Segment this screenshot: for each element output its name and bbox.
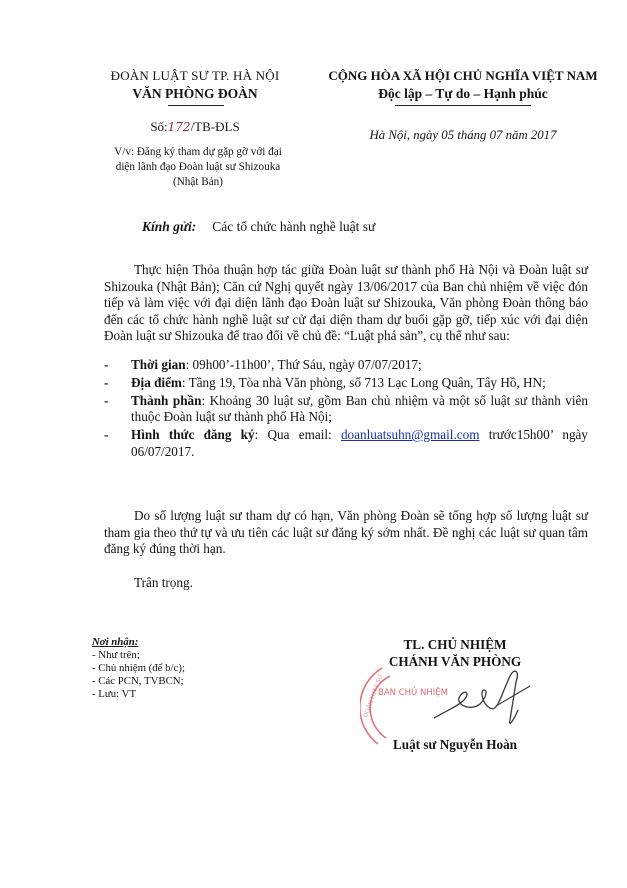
recipient-item: - Chủ nhiệm (để b/c); — [92, 662, 185, 674]
recipient-value: Các tổ chức hành nghề luật sư — [212, 219, 376, 234]
organization-name: ĐOÀN LUẬT SƯ TP. HÀ NỘI — [110, 68, 280, 83]
closing-paragraph: Do số lượng luật sư tham dự có hạn, Văn phòng Đoàn sẽ tổng hợp số lượng luật sư tham gia theo thứ tự và ưu tiên các luật sư đăng ký sớm nhất. Đề nghị các luật sư quan tâm đăng ký đúng thời hạn. — [104, 508, 588, 557]
detail-text: : 09h00’-11h00’, Thứ Sáu, ngày 07/07/2017; — [185, 357, 422, 372]
header-divider-left — [168, 105, 224, 106]
email-link[interactable]: doanluatsuhn@gmail.com — [340, 426, 480, 442]
subject-line: (Nhật Bản) — [172, 176, 224, 188]
detail-text: trước15h00’ ngày 06/07/2017. — [131, 426, 589, 459]
subject-line: V/v: Đăng ký tham dự gặp gỡ với đại — [114, 146, 282, 158]
recipient-item: - Như trên; — [92, 649, 140, 661]
detail-label: Hình thức đăng ký — [131, 426, 255, 442]
recipient-line — [142, 219, 375, 235]
intro-paragraph: Thực hiện Thỏa thuận hợp tác giữa Đoàn luật sư thành phố Hà Nội và Đoàn luật sư Shizouka (Nhật Bản); Căn cứ Nghị quyết ngày 13/06/2017 của Ban chủ nhiệm về việc đón tiếp và làm việc với đại diện lãnh đạo Đoàn luật sư Shizouka, Văn phòng Đoàn thông báo đến các tổ chức hành nghề luật sư cử đại diện tham dự buổi gặp gỡ, tiếp xúc với đại diện Đoàn luật sư Shizouka để trao đổi về chủ đề: “Luật phá sản”, cụ thể như sau: — [104, 262, 588, 344]
bullet-dash: - — [104, 392, 109, 408]
signature-title-line: CHÁNH VĂN PHÒNG — [388, 654, 522, 669]
document-number-suffix: /TB-ĐLS — [190, 119, 240, 134]
recipient-label: Kính gửi: — [142, 219, 197, 234]
signature-title-line: TL. CHỦ NHIỆM — [403, 637, 507, 652]
subject-line: diện lãnh đạo Đoàn luật sư Shizouka — [115, 161, 281, 173]
detail-label: Địa điểm — [131, 374, 182, 390]
document-date: Hà Nội, ngày 05 tháng 07 năm 2017 — [369, 128, 557, 142]
detail-time — [104, 357, 588, 374]
header-divider-right — [395, 105, 531, 106]
bullet-dash: - — [104, 357, 109, 372]
detail-label: Thời gian — [131, 357, 186, 372]
country-name: CỘNG HÒA XÃ HỘI CHỦ NGHĨA VIỆT NAM — [328, 68, 598, 83]
handwritten-signature — [430, 660, 540, 740]
svg-text:ĐOÀN LUẬT SƯ: ĐOÀN LUẬT SƯ — [362, 673, 385, 719]
signer-name: Luật sư Nguyễn Hoàn — [392, 737, 518, 752]
detail-text: : Tầng 19, Tòa nhà Văn phòng, số 713 Lạc Long Quân, Tây Hồ, HN; — [181, 374, 546, 390]
detail-text: : Qua email: — [254, 426, 341, 442]
bullet-dash: - — [104, 374, 109, 390]
detail-label: Thành phần — [131, 392, 202, 408]
detail-location — [104, 375, 588, 392]
document-number — [100, 119, 290, 135]
recipients-title: Nơi nhận: — [92, 636, 139, 648]
bullet-dash: - — [104, 426, 109, 442]
national-motto: Độc lập – Tự do – Hạnh phúc — [378, 86, 548, 101]
office-name: VĂN PHÒNG ĐOÀN — [132, 86, 258, 101]
recipient-item: - Các PCN, TVBCN; — [92, 675, 184, 687]
details-list — [104, 357, 588, 461]
detail-registration — [104, 427, 588, 460]
document-subject — [100, 145, 296, 190]
detail-text: : Khoảng 30 luật sư, gồm Ban chủ nhiệm và một số luật sư thành viên thuộc Đoàn luật sư thành phố Hà Nội; — [131, 392, 588, 425]
recipients-list — [92, 636, 185, 701]
regards: Trân trọng. — [134, 575, 193, 590]
document-number-prefix: Số: — [150, 119, 168, 134]
recipient-item: - Lưu: VT — [92, 688, 137, 700]
document-number-value: 172 — [167, 120, 191, 134]
detail-participants — [104, 393, 588, 426]
seal-text: BAN CHỦ NHIỆM — [378, 688, 448, 698]
